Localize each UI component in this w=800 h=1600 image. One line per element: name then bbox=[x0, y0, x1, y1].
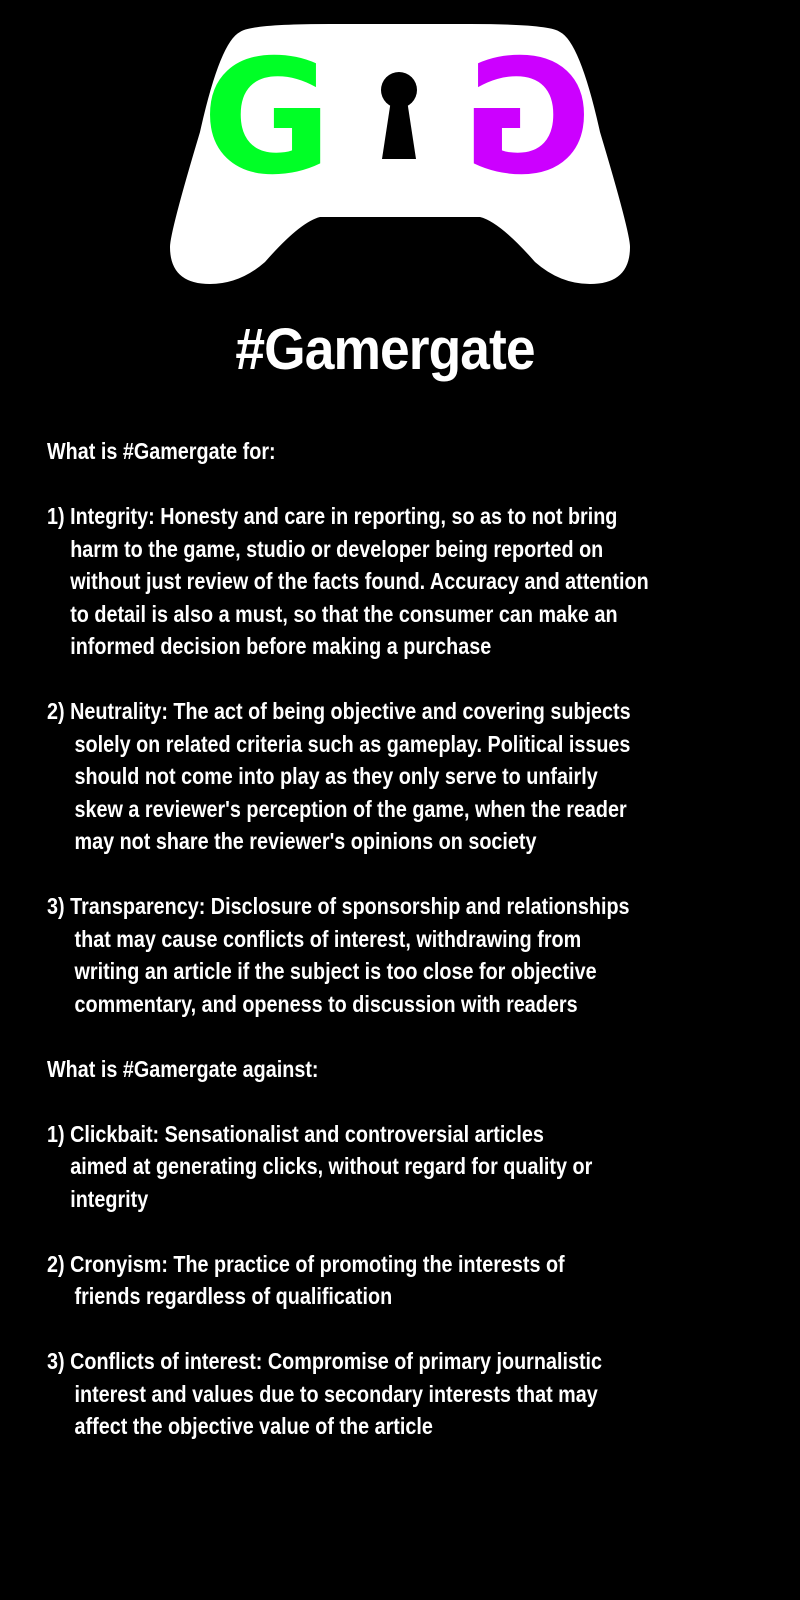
logo-letter-left-g: G bbox=[202, 26, 332, 210]
list-item-continuation-line: skew a reviewer's perception of the game, when the reader bbox=[74, 795, 627, 822]
list-item-continuation-line: friends regardless of qualification bbox=[74, 1283, 393, 1309]
list-item-first-line: 1) Clickbait: Sensationalist and controversial articles bbox=[47, 1120, 544, 1147]
list-item-continuation-line: integrity bbox=[70, 1185, 149, 1212]
against-section-heading: What is #Gamergate against: bbox=[47, 1055, 319, 1082]
list-item-continuation-line: without just review of the facts found. Accuracy and attention bbox=[70, 568, 649, 594]
list-item bbox=[47, 1118, 787, 1216]
list-item bbox=[47, 500, 787, 663]
list-item-continuation-line: may not share the reviewer's opinions on society bbox=[74, 828, 537, 854]
for-section-heading: What is #Gamergate for: bbox=[47, 438, 276, 464]
list-item-first-line: 2) Neutrality: The act of being objective and covering subjects bbox=[47, 698, 631, 724]
list-item-continuation-line: writing an article if the subject is too close for objective bbox=[74, 958, 597, 984]
for-section-list bbox=[47, 500, 787, 1053]
list-item-continuation-line: solely on related criteria such as gameplay. Political issues bbox=[74, 730, 631, 757]
list-item-continuation-line: informed decision before making a purchase bbox=[70, 633, 492, 659]
list-item-first-line: 2) Cronyism: The practice of promoting the interests of bbox=[47, 1250, 565, 1277]
list-item-continuation-line: affect the objective value of the article bbox=[74, 1413, 433, 1439]
list-item-first-line: 1) Integrity: Honesty and care in reporting, so as to not bring bbox=[47, 503, 618, 529]
gamepad-keyhole-logo bbox=[150, 22, 650, 292]
against-section-list bbox=[47, 1118, 787, 1476]
list-item-continuation-line: that may cause conflicts of interest, withdrawing from bbox=[74, 925, 582, 952]
list-item-continuation-line: commentary, and openess to discussion with readers bbox=[74, 990, 578, 1017]
list-item-continuation-line: should not come into play as they only serve to unfairly bbox=[74, 763, 598, 789]
list-item bbox=[47, 695, 787, 858]
list-item-continuation-line: harm to the game, studio or developer being reported on bbox=[70, 535, 604, 562]
list-item-continuation-line: interest and values due to secondary interests that may bbox=[74, 1380, 598, 1407]
list-item-first-line: 3) Transparency: Disclosure of sponsorship and relationships bbox=[47, 893, 630, 919]
list-item-continuation-line: to detail is also a must, so that the consumer can make an bbox=[70, 600, 618, 627]
page-title: #Gamergate bbox=[235, 317, 535, 382]
list-item bbox=[47, 1345, 787, 1443]
list-item bbox=[47, 890, 787, 1020]
list-item bbox=[47, 1248, 787, 1313]
list-item-continuation-line: aimed at generating clicks, without regard for quality or bbox=[70, 1153, 593, 1179]
main-content bbox=[47, 435, 787, 1475]
list-item-first-line: 3) Conflicts of interest: Compromise of primary journalistic bbox=[47, 1348, 603, 1374]
logo-letter-right-g: G bbox=[462, 26, 592, 210]
